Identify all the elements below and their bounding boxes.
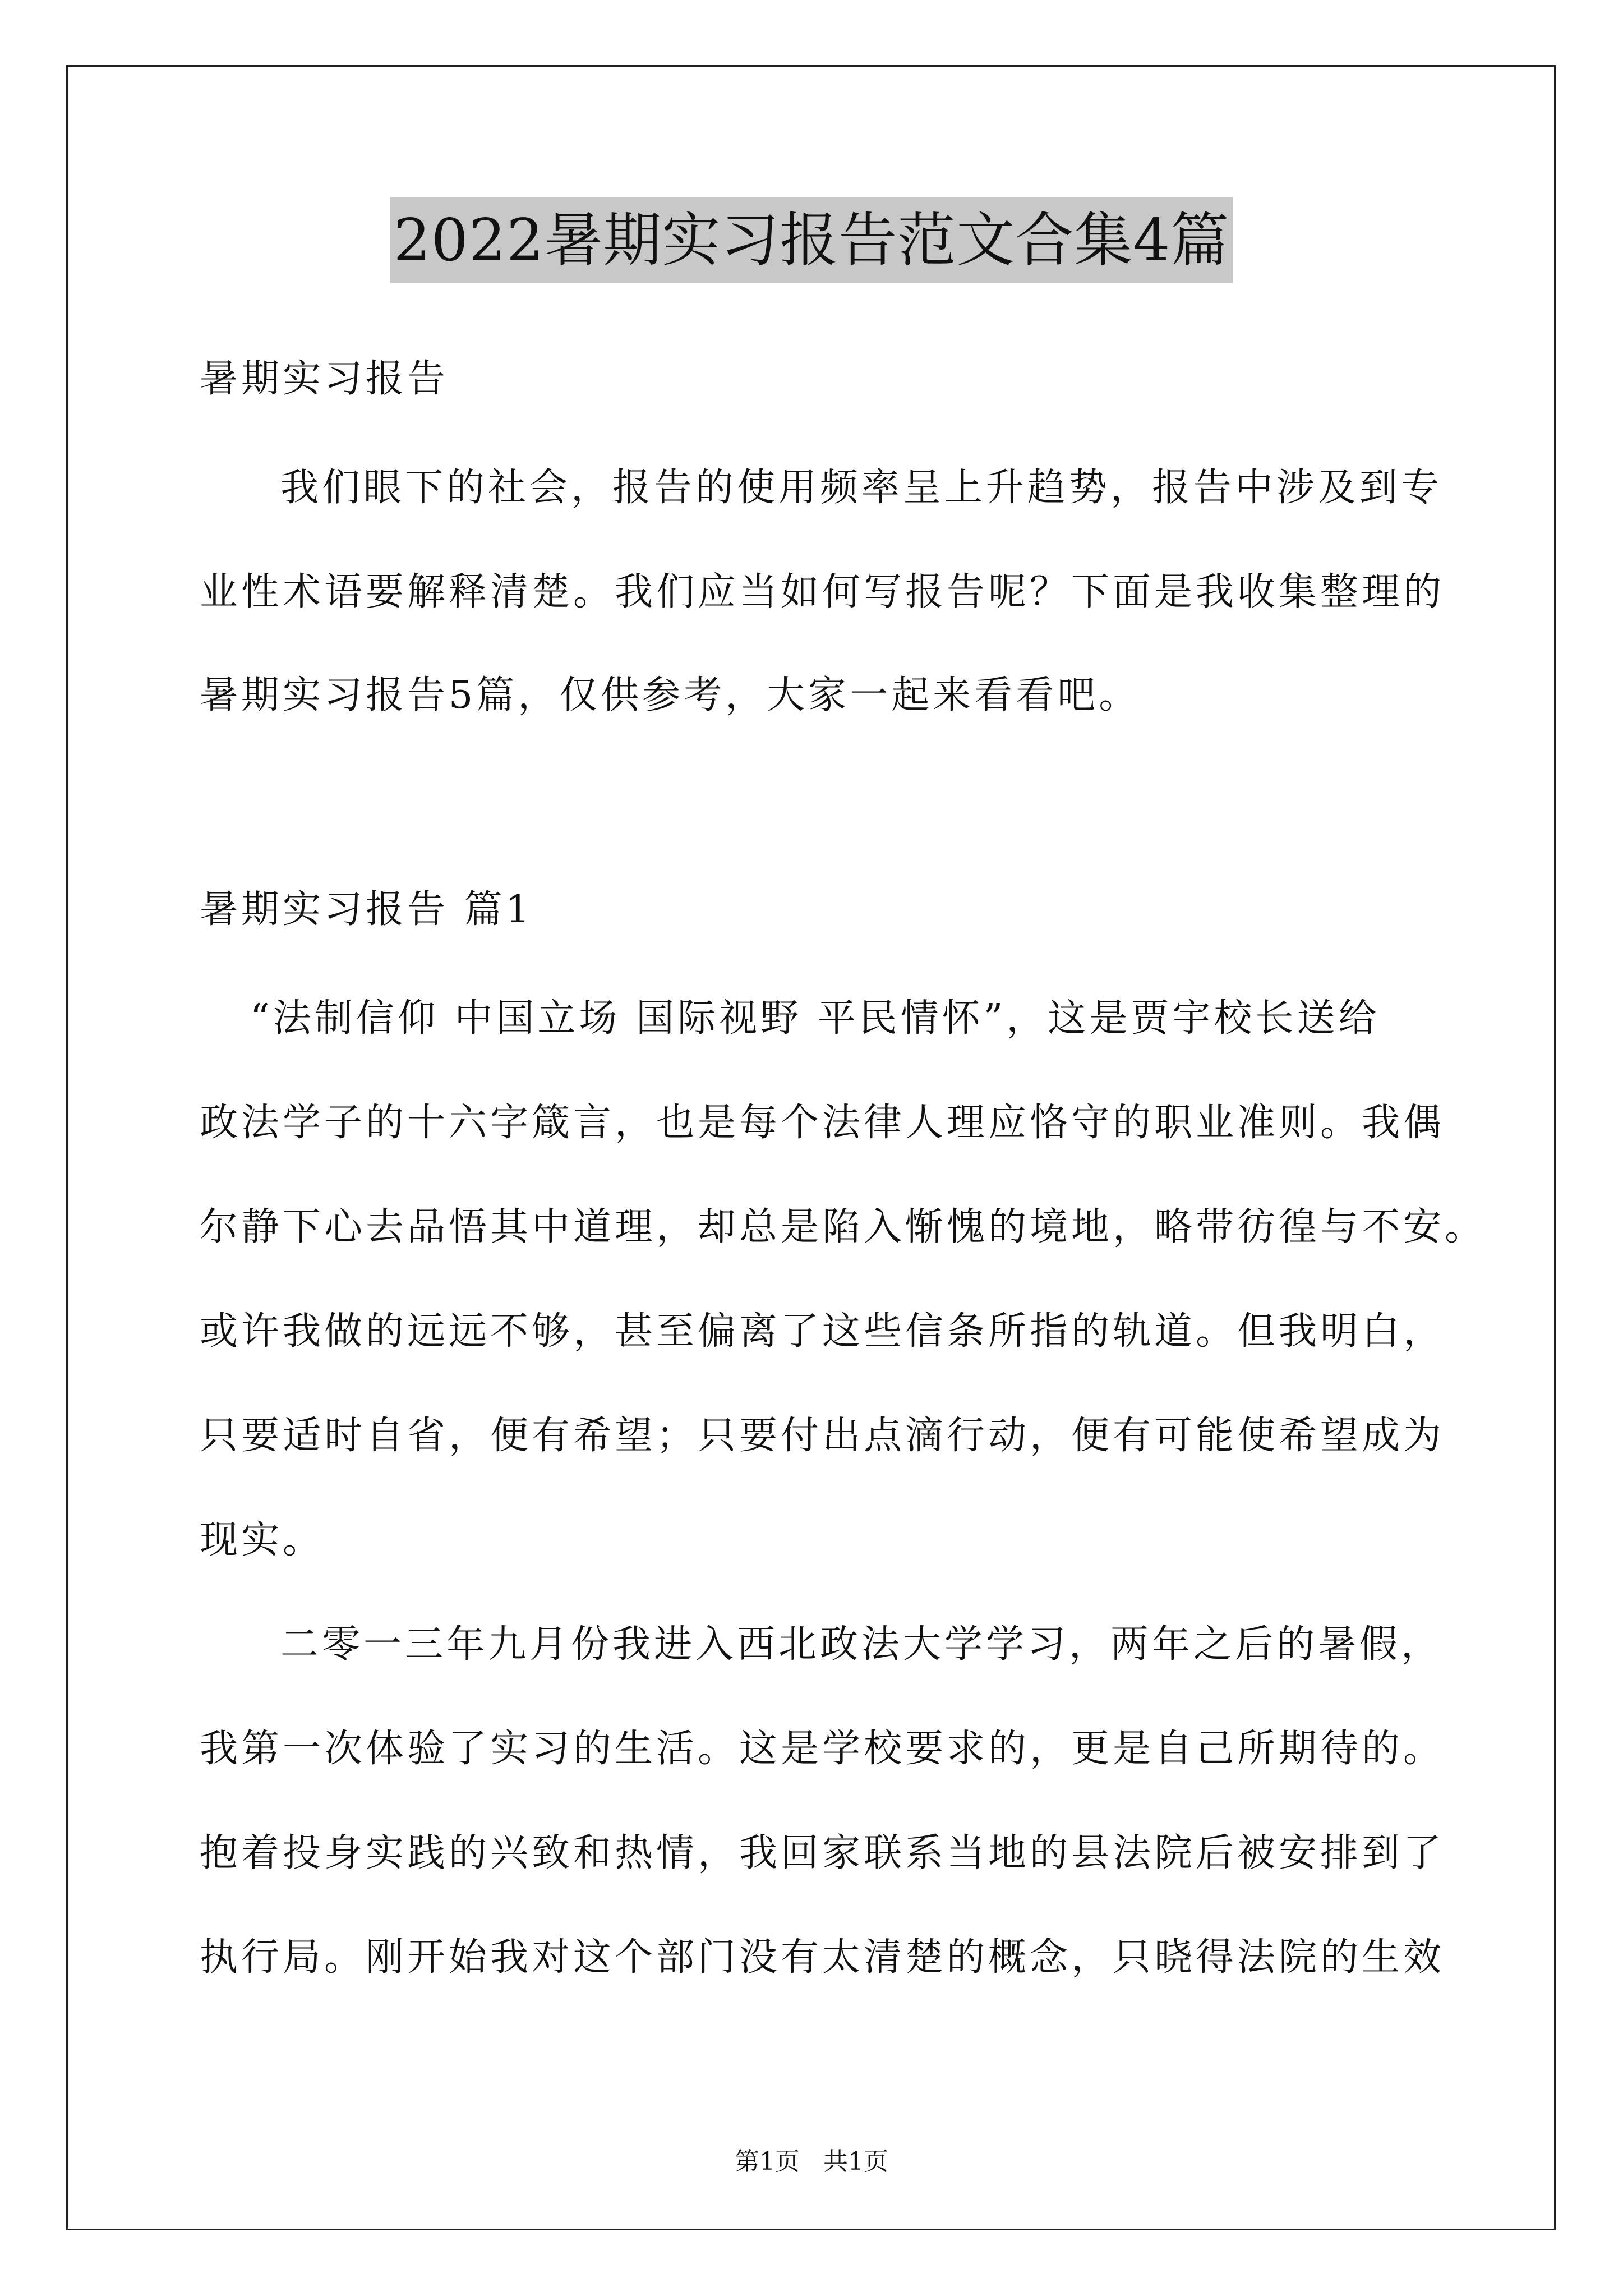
para1-line-6: 现实。 — [200, 1518, 325, 1562]
para2-line-4: 执行局。刚开始我对这个部门没有太清楚的概念，只晓得法院的生效 — [200, 1935, 1445, 1980]
para2-line-3: 抱着投身实践的兴致和热情，我回家联系当地的县法院后被安排到了 — [200, 1831, 1445, 1875]
document-title: 2022暑期实习报告范文合集4篇 — [390, 197, 1233, 283]
page-footer: 第1页 共1页 — [735, 2147, 888, 2176]
para2-line-1: 二零一三年九月份我进入西北政法大学学习，两年之后的暑假， — [280, 1622, 1443, 1667]
intro-line-3: 暑期实习报告5篇，仅供参考，大家一起来看看吧。 — [200, 673, 1141, 717]
section-heading: 暑期实习报告 篇1 — [200, 887, 533, 932]
para1-line-1: “法制信仰 中国立场 国际视野 平民情怀”，这是贾宇校长送给 — [250, 996, 1380, 1041]
title-wrap — [0, 197, 1623, 283]
para2-line-2: 我第一次体验了实习的生活。这是学校要求的，更是自己所期待的。 — [200, 1727, 1445, 1771]
para1-line-5: 只要适时自省，便有希望；只要付出点滴行动，便有可能使希望成为 — [200, 1414, 1445, 1458]
para1-line-4: 或许我做的远远不够，甚至偏离了这些信条所指的轨道。但我明白， — [200, 1309, 1445, 1354]
para1-line-3: 尔静下心去品悟其中道理，却总是陷入惭愧的境地，略带彷徨与不安。 — [200, 1205, 1487, 1249]
intro-heading: 暑期实习报告 — [200, 357, 449, 401]
intro-line-2: 业性术语要解释清楚。我们应当如何写报告呢？下面是我收集整理的 — [200, 570, 1445, 614]
intro-line-1: 我们眼下的社会，报告的使用频率呈上升趋势，报告中涉及到专 — [280, 466, 1443, 510]
para1-line-2: 政法学子的十六字箴言，也是每个法律人理应恪守的职业准则。我偶 — [200, 1101, 1445, 1145]
